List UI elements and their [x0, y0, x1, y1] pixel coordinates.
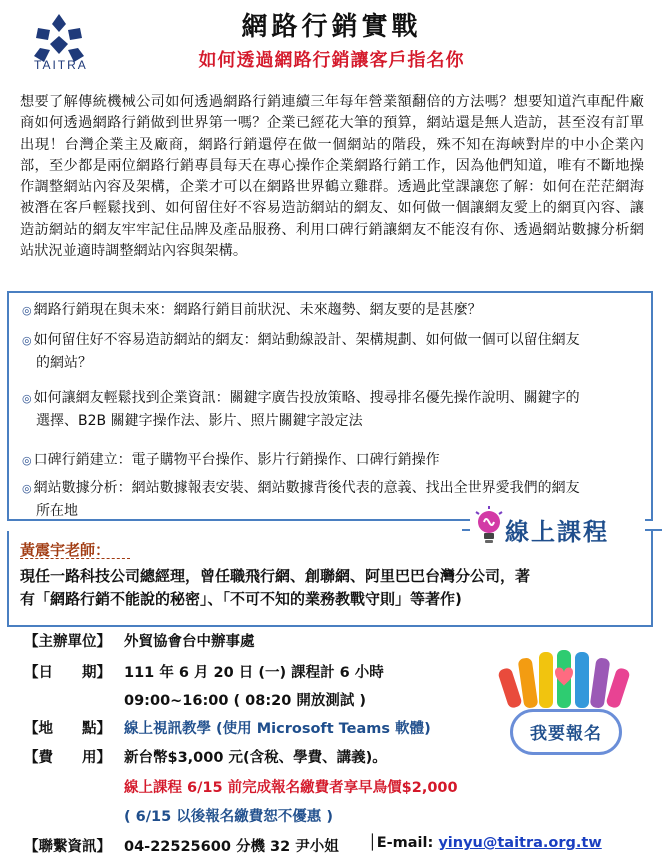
teacher-name-underline	[20, 558, 130, 559]
topic-text: 如何留住好不容易造訪網站的網友：網站動線設計、架構規劃、如何做一個可以留住網友	[33, 332, 580, 348]
date-value: 111 年 6 月 20 日 (一) 課程計 6 小時	[124, 665, 384, 681]
topic-text-cont: 的網站？	[36, 355, 92, 371]
teacher-desc-line2: 有「網路行銷不能說的秘密」、「不可不知的業務教戰守則」等著作)	[20, 590, 462, 608]
bullet-icon: ◎	[22, 304, 32, 317]
register-button-label[interactable]: 我要報名	[530, 724, 602, 744]
email-link[interactable]: yinyu@taitra.org.tw	[438, 835, 602, 851]
lightbulb-icon	[474, 506, 504, 550]
late-notice-value: ( 6/15 以後報名繳費恕不優惠 )	[124, 809, 333, 825]
teacher-name: 黃震宇老師：	[20, 541, 111, 559]
topic-item	[22, 329, 642, 375]
bullet-icon: ◎	[22, 334, 32, 347]
logo-text: TAITRA	[34, 58, 88, 72]
topic-text: 網站數據分析：網站數據報表安裝、網站數據背後代表的意義、找出全世界愛我們的網友	[33, 480, 580, 496]
topic-text: 如何讓網友輕鬆找到企業資訊：關鍵字廣告投放策略、搜尋排名優先操作說明、關鍵字的	[33, 390, 580, 406]
contact-label: 【聯繫資訊】	[24, 839, 111, 855]
organizer-label: 【主辦單位】	[24, 634, 111, 650]
early-bird-value: 線上課程 6/15 前完成報名繳費者享早鳥價$2,000	[124, 780, 458, 796]
place-label: 【地 點】	[24, 721, 111, 737]
raised-hands-icon	[497, 650, 633, 716]
fee-label: 【費 用】	[24, 750, 111, 766]
topic-text: 網路行銷現在與未來：網路行銷目前狀況、未來趨勢、網友要的是甚麼？	[33, 302, 482, 318]
page-subtitle: 如何透過網路行銷讓客戶指名你	[198, 50, 465, 71]
email-label: │E-mail:	[368, 835, 439, 851]
fee-value: 新台幣$3,000 元(含稅、學費、講義)。	[124, 750, 387, 766]
online-course-label: 線上課程	[505, 518, 609, 546]
topics-box	[7, 291, 653, 521]
email-row	[368, 835, 602, 851]
place-value: 線上視訊教學 (使用 Microsoft Teams 軟體)	[124, 721, 431, 737]
topic-text: 口碑行銷建立：電子購物平台操作、影片行銷操作、口碑行銷操作	[33, 452, 440, 468]
topic-item	[22, 387, 642, 433]
organizer-value: 外貿協會台中辦事處	[124, 634, 255, 650]
teacher-description	[20, 565, 644, 611]
bullet-icon: ◎	[22, 392, 32, 405]
page-title: 網路行銷實戰	[241, 12, 422, 42]
intro-paragraph: 想要了解傳統機械公司如何透過網路行銷連續三年每年營業額翻倍的方法嗎？想要知道汽車配件廠商如何透過網路行銷做到世界第一嗎？企業已經花大筆的預算，網站還是無人造訪，甚至沒有訂單出現！台灣企業主及廠商，網路行銷還停在做一個網站的階段，殊不知在海峽對岸的中小企業內部，至少都是兩位網路行銷專員每天在專心操作企業網路行銷工作，因為他們知道，唯有不斷地操作調整網站內容及架構，企業才可以在網路世界鶴立雞群。透過此堂課讓您了解：如何在茫茫網海被潛在客戶輕鬆找到、如何留住好不容易造訪網站的網友、如何做一個讓網友愛上的網頁內容、讓造訪網站的網友牢牢記住品牌及產品服務、利用口碑行銷讓網友不能沒有你、透過網站數據分析網站狀況並適時調整網站內容與架構。	[20, 94, 644, 260]
date-label: 【日 期】	[24, 665, 111, 681]
topic-item	[22, 299, 642, 322]
topic-text-cont: 所在地	[36, 503, 78, 519]
topic-text-cont: 選擇、B2B 關鍵字操作法、影片、照片關鍵字設定法	[36, 413, 363, 429]
bullet-icon: ◎	[22, 454, 32, 467]
contact-value: 04-22525600 分機 32 尹小姐	[124, 839, 339, 855]
bullet-icon: ◎	[22, 482, 32, 495]
teacher-desc-line1: 現任一路科技公司總經理，曾任職飛行網、創聯網、阿里巴巴台灣分公司，著	[20, 567, 531, 585]
topic-item	[22, 449, 642, 472]
time-value: 09:00~16:00 ( 08:20 開放測試 )	[124, 693, 367, 709]
